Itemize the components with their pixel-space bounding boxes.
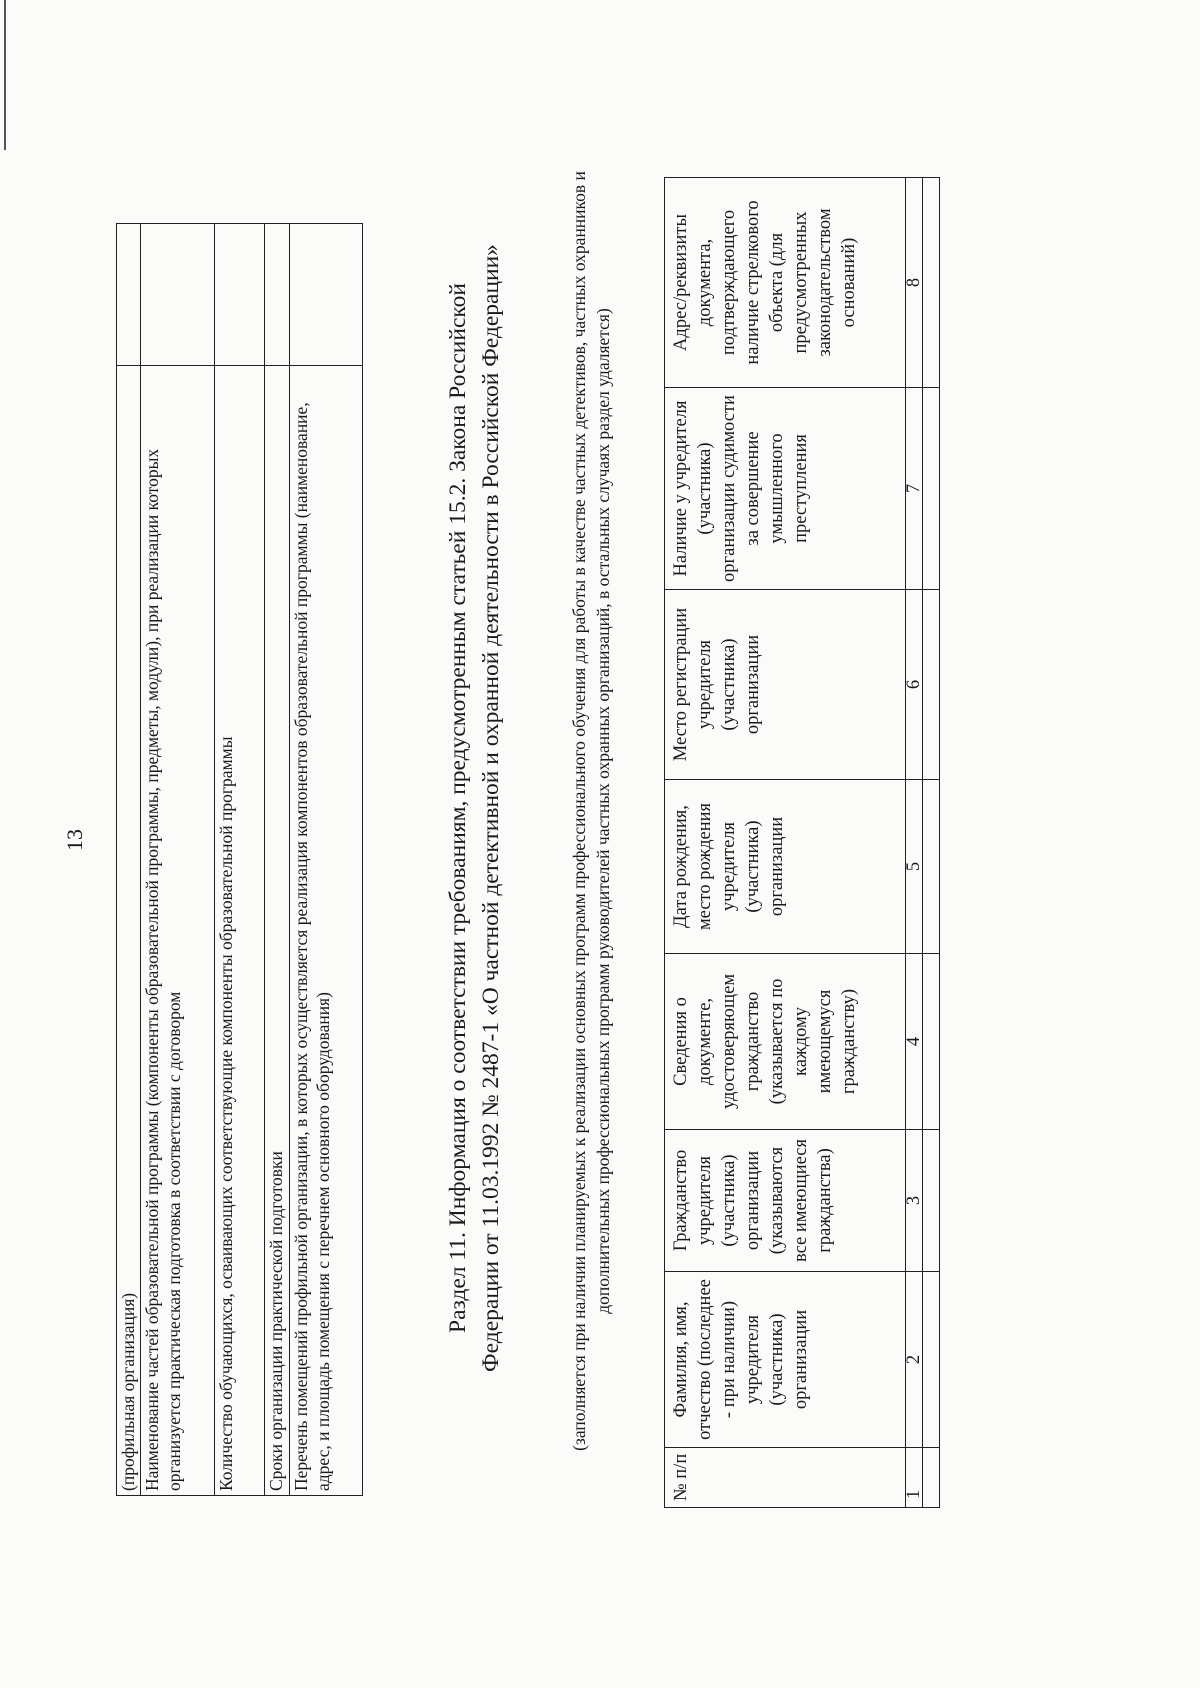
row-value xyxy=(117,224,141,366)
table-cell xyxy=(923,1448,940,1508)
column-number-row xyxy=(906,178,923,1508)
section-title: Раздел 11. Информация о соответствии требованиям, предусмотренным статьей 15.2. Закона Российской Федерации от 11.03.1992 № 2487-1 «О частной детективной и охранной деятельности в Российской Федерации» xyxy=(445,244,504,1372)
column-number: 2 xyxy=(906,1272,923,1448)
table-cell xyxy=(923,388,940,590)
column-number: 7 xyxy=(906,388,923,590)
table-cell xyxy=(923,780,940,954)
row-value xyxy=(265,224,290,366)
column-header: Фамилия, имя, отчество (последнее - при наличии) учредителя (участника) организации xyxy=(665,1272,906,1448)
column-number: 8 xyxy=(906,178,923,388)
column-header: Адрес/реквизиты документа, подтверждающего наличие стрелкового объекта (для предусмотренных законодательством оснований) xyxy=(665,178,906,388)
table-row xyxy=(141,224,215,1496)
row-label: (профильная организация) xyxy=(117,366,141,1496)
row-value xyxy=(141,224,215,366)
table-row xyxy=(117,224,141,1496)
table-cell xyxy=(923,954,940,1130)
column-number: 3 xyxy=(906,1130,923,1272)
column-header: Гражданство учредителя (участника) организации (указываются все имеющиеся гражданства) xyxy=(665,1130,906,1272)
column-number: 6 xyxy=(906,590,923,780)
table-row xyxy=(265,224,290,1496)
column-header: Наличие у учредителя (участника) организации судимости за совершение умышленного преступления xyxy=(665,388,906,590)
column-header: Сведения о документе, удостоверяющем гражданство (указывается по каждому имеющемуся гражданству) xyxy=(665,954,906,1130)
row-value xyxy=(215,224,265,366)
column-header: Дата рождения, место рождения учредителя (участника) организации xyxy=(665,780,906,954)
table-row xyxy=(923,178,940,1508)
row-value xyxy=(290,224,363,366)
table-row xyxy=(290,224,363,1496)
row-label: Сроки организации практической подготовки xyxy=(265,366,290,1496)
column-number: 4 xyxy=(906,954,923,1130)
founders-table xyxy=(664,177,940,1508)
table-cell xyxy=(923,178,940,388)
row-label: Наименование частей образовательной программы (компоненты образовательной программы, предметы, модули), при реализации которых организуется практическая подготовка в соответствии с договором xyxy=(141,366,215,1496)
column-header: № п/п xyxy=(665,1448,906,1508)
column-header: Место регистрации учредителя (участника) организации xyxy=(665,590,906,780)
table-cell xyxy=(923,1272,940,1448)
row-label: Перечень помещений профильной организации, в которых осуществляется реализация компонентов образовательной программы (наименование, адрес, и площадь помещения с перечнем основного оборудования) xyxy=(290,366,363,1496)
section-note: (заполняется при наличии планируемых к реализации основных программ профессионального обучения для работы в качестве частных детективов, частных охранников и дополнительных профессиональных программ руководителей частных охранных организаций, в остальных случаях раздел удаляется) xyxy=(569,171,613,1451)
header-row xyxy=(665,178,906,1508)
column-number: 5 xyxy=(906,780,923,954)
table-cell xyxy=(923,590,940,780)
page-number: 13 xyxy=(62,829,87,851)
table-row xyxy=(215,224,265,1496)
row-label: Количество обучающихся, осваивающих соответствующие компоненты образовательной программы xyxy=(215,366,265,1496)
column-number: 1 xyxy=(906,1448,923,1508)
continuation-table xyxy=(116,223,363,1496)
table-cell xyxy=(923,1130,940,1272)
